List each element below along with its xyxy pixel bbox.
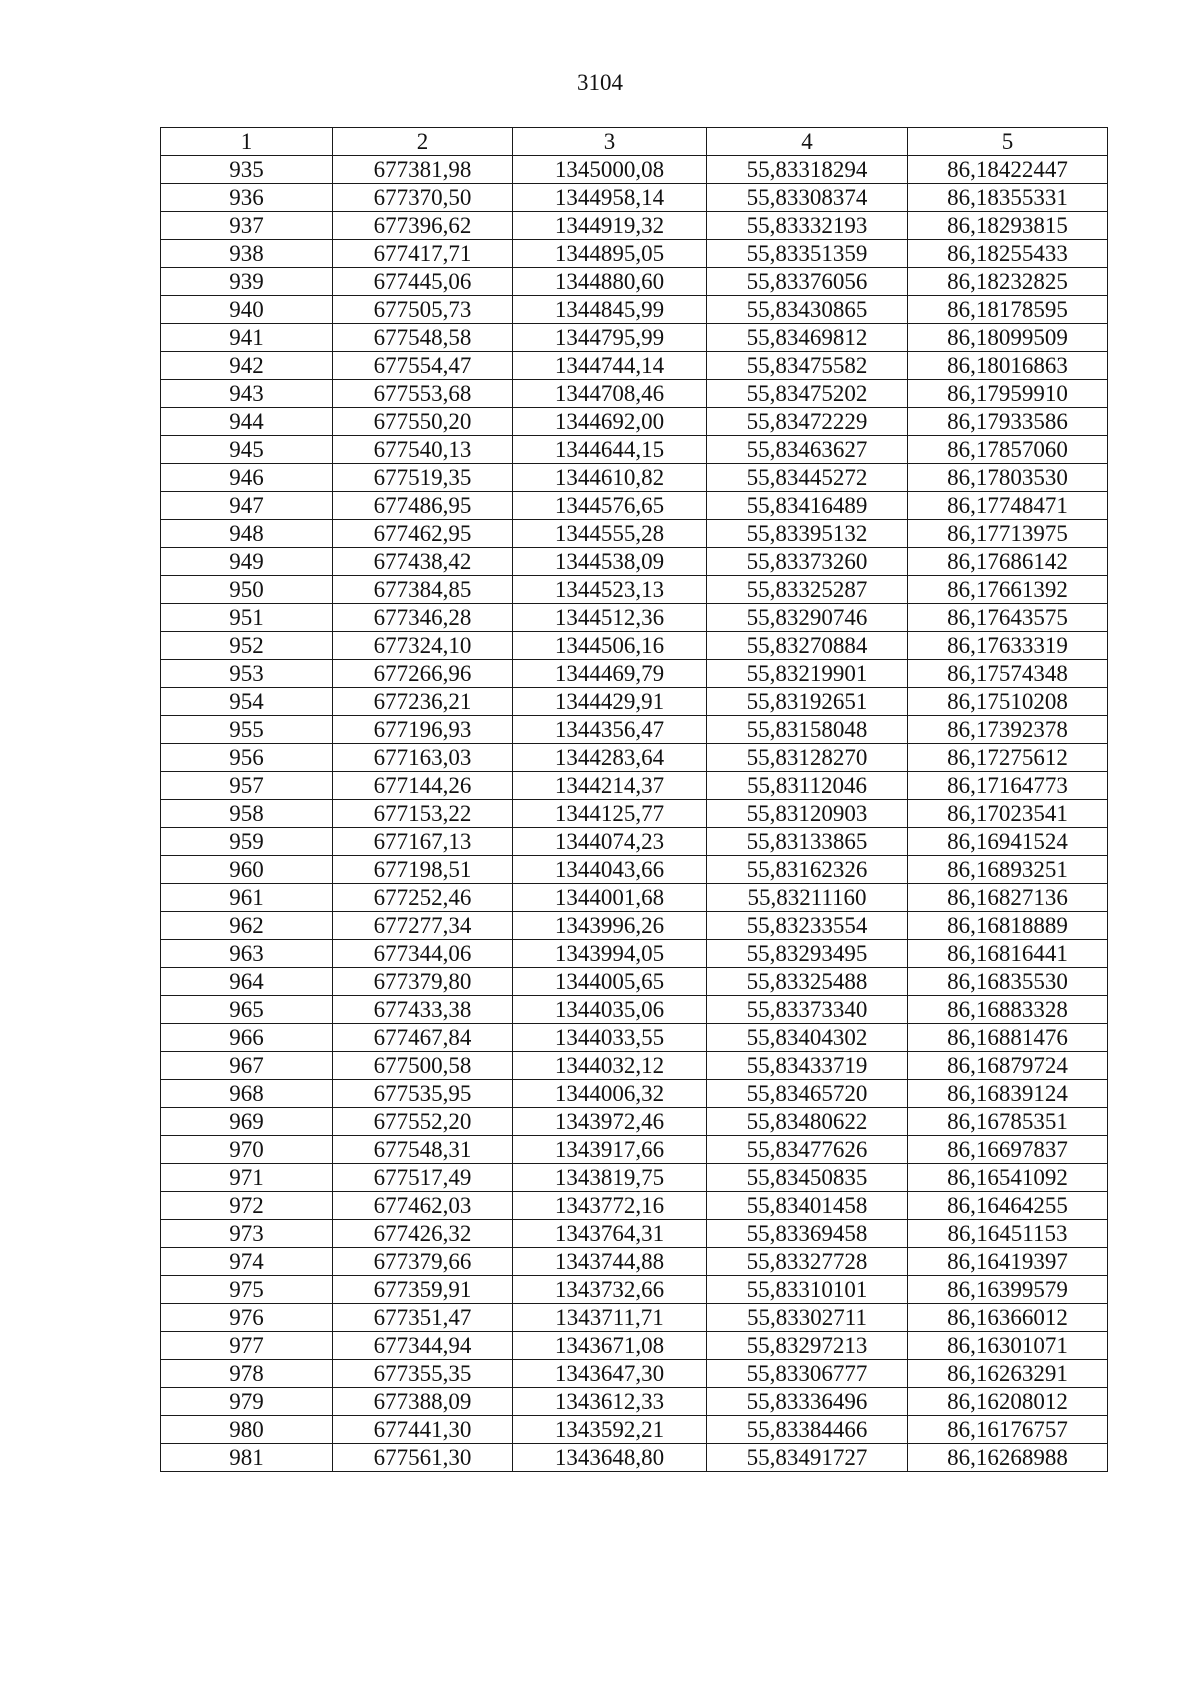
header-cell-3: 3: [513, 128, 707, 156]
point-number-cell: 946: [161, 464, 333, 492]
point-number-cell: 967: [161, 1052, 333, 1080]
latitude-cell: 55,83219901: [707, 660, 908, 688]
y-coordinate-cell: 1344035,06: [513, 996, 707, 1024]
x-coordinate-cell: 677388,09: [333, 1388, 513, 1416]
table-row: [161, 1220, 1108, 1248]
table-row: [161, 884, 1108, 912]
y-coordinate-cell: 1344610,82: [513, 464, 707, 492]
point-number-cell: 942: [161, 352, 333, 380]
y-coordinate-cell: 1343764,31: [513, 1220, 707, 1248]
x-coordinate-cell: 677553,68: [333, 380, 513, 408]
table-row: [161, 464, 1108, 492]
table-row: [161, 604, 1108, 632]
longitude-cell: 86,17023541: [908, 800, 1108, 828]
coordinates-table: [160, 127, 1108, 1472]
table-row: [161, 968, 1108, 996]
table-row: [161, 632, 1108, 660]
x-coordinate-cell: 677346,28: [333, 604, 513, 632]
latitude-cell: 55,83445272: [707, 464, 908, 492]
x-coordinate-cell: 677266,96: [333, 660, 513, 688]
x-coordinate-cell: 677381,98: [333, 156, 513, 184]
header-row: [161, 128, 1108, 156]
table-row: [161, 744, 1108, 772]
table-row: [161, 1444, 1108, 1472]
y-coordinate-cell: 1343647,30: [513, 1360, 707, 1388]
y-coordinate-cell: 1343648,80: [513, 1444, 707, 1472]
x-coordinate-cell: 677355,35: [333, 1360, 513, 1388]
point-number-cell: 971: [161, 1164, 333, 1192]
longitude-cell: 86,18355331: [908, 184, 1108, 212]
point-number-cell: 950: [161, 576, 333, 604]
point-number-cell: 938: [161, 240, 333, 268]
latitude-cell: 55,83472229: [707, 408, 908, 436]
longitude-cell: 86,16879724: [908, 1052, 1108, 1080]
y-coordinate-cell: 1344043,66: [513, 856, 707, 884]
point-number-cell: 963: [161, 940, 333, 968]
x-coordinate-cell: 677548,58: [333, 324, 513, 352]
y-coordinate-cell: 1344523,13: [513, 576, 707, 604]
table-row: [161, 380, 1108, 408]
longitude-cell: 86,17686142: [908, 548, 1108, 576]
y-coordinate-cell: 1343819,75: [513, 1164, 707, 1192]
x-coordinate-cell: 677324,10: [333, 632, 513, 660]
table-row: [161, 1136, 1108, 1164]
latitude-cell: 55,83433719: [707, 1052, 908, 1080]
y-coordinate-cell: 1343711,71: [513, 1304, 707, 1332]
latitude-cell: 55,83469812: [707, 324, 908, 352]
x-coordinate-cell: 677351,47: [333, 1304, 513, 1332]
point-number-cell: 976: [161, 1304, 333, 1332]
longitude-cell: 86,17713975: [908, 520, 1108, 548]
table-header: [161, 128, 1108, 156]
table-row: [161, 1416, 1108, 1444]
longitude-cell: 86,16785351: [908, 1108, 1108, 1136]
y-coordinate-cell: 1344919,32: [513, 212, 707, 240]
latitude-cell: 55,83233554: [707, 912, 908, 940]
table-row: [161, 408, 1108, 436]
longitude-cell: 86,16816441: [908, 940, 1108, 968]
point-number-cell: 969: [161, 1108, 333, 1136]
y-coordinate-cell: 1344692,00: [513, 408, 707, 436]
longitude-cell: 86,16268988: [908, 1444, 1108, 1472]
y-coordinate-cell: 1344644,15: [513, 436, 707, 464]
latitude-cell: 55,83293495: [707, 940, 908, 968]
longitude-cell: 86,17392378: [908, 716, 1108, 744]
y-coordinate-cell: 1343592,21: [513, 1416, 707, 1444]
latitude-cell: 55,83376056: [707, 268, 908, 296]
y-coordinate-cell: 1344958,14: [513, 184, 707, 212]
x-coordinate-cell: 677505,73: [333, 296, 513, 324]
point-number-cell: 959: [161, 828, 333, 856]
latitude-cell: 55,83369458: [707, 1220, 908, 1248]
table-row: [161, 1332, 1108, 1360]
latitude-cell: 55,83395132: [707, 520, 908, 548]
x-coordinate-cell: 677379,80: [333, 968, 513, 996]
table-row: [161, 520, 1108, 548]
latitude-cell: 55,83128270: [707, 744, 908, 772]
table-row: [161, 492, 1108, 520]
point-number-cell: 980: [161, 1416, 333, 1444]
x-coordinate-cell: 677486,95: [333, 492, 513, 520]
longitude-cell: 86,17633319: [908, 632, 1108, 660]
table-row: [161, 240, 1108, 268]
longitude-cell: 86,16541092: [908, 1164, 1108, 1192]
latitude-cell: 55,83192651: [707, 688, 908, 716]
table-row: [161, 856, 1108, 884]
longitude-cell: 86,17857060: [908, 436, 1108, 464]
longitude-cell: 86,17275612: [908, 744, 1108, 772]
y-coordinate-cell: 1344795,99: [513, 324, 707, 352]
longitude-cell: 86,16881476: [908, 1024, 1108, 1052]
latitude-cell: 55,83211160: [707, 884, 908, 912]
longitude-cell: 86,17933586: [908, 408, 1108, 436]
longitude-cell: 86,17661392: [908, 576, 1108, 604]
latitude-cell: 55,83373340: [707, 996, 908, 1024]
point-number-cell: 944: [161, 408, 333, 436]
table-row: [161, 576, 1108, 604]
latitude-cell: 55,83384466: [707, 1416, 908, 1444]
point-number-cell: 937: [161, 212, 333, 240]
x-coordinate-cell: 677277,34: [333, 912, 513, 940]
y-coordinate-cell: 1344708,46: [513, 380, 707, 408]
point-number-cell: 979: [161, 1388, 333, 1416]
table-row: [161, 716, 1108, 744]
y-coordinate-cell: 1343996,26: [513, 912, 707, 940]
x-coordinate-cell: 677519,35: [333, 464, 513, 492]
x-coordinate-cell: 677535,95: [333, 1080, 513, 1108]
y-coordinate-cell: 1344506,16: [513, 632, 707, 660]
point-number-cell: 957: [161, 772, 333, 800]
y-coordinate-cell: 1344555,28: [513, 520, 707, 548]
point-number-cell: 935: [161, 156, 333, 184]
x-coordinate-cell: 677344,94: [333, 1332, 513, 1360]
latitude-cell: 55,83318294: [707, 156, 908, 184]
table-row: [161, 1248, 1108, 1276]
longitude-cell: 86,16301071: [908, 1332, 1108, 1360]
point-number-cell: 952: [161, 632, 333, 660]
point-number-cell: 947: [161, 492, 333, 520]
x-coordinate-cell: 677462,03: [333, 1192, 513, 1220]
x-coordinate-cell: 677548,31: [333, 1136, 513, 1164]
latitude-cell: 55,83112046: [707, 772, 908, 800]
longitude-cell: 86,16176757: [908, 1416, 1108, 1444]
table-row: [161, 1052, 1108, 1080]
table-row: [161, 212, 1108, 240]
table-row: [161, 296, 1108, 324]
y-coordinate-cell: 1344744,14: [513, 352, 707, 380]
longitude-cell: 86,18099509: [908, 324, 1108, 352]
point-number-cell: 958: [161, 800, 333, 828]
longitude-cell: 86,17803530: [908, 464, 1108, 492]
y-coordinate-cell: 1344429,91: [513, 688, 707, 716]
y-coordinate-cell: 1343612,33: [513, 1388, 707, 1416]
latitude-cell: 55,83325287: [707, 576, 908, 604]
longitude-cell: 86,16893251: [908, 856, 1108, 884]
point-number-cell: 939: [161, 268, 333, 296]
longitude-cell: 86,17510208: [908, 688, 1108, 716]
latitude-cell: 55,83475202: [707, 380, 908, 408]
y-coordinate-cell: 1343744,88: [513, 1248, 707, 1276]
table-row: [161, 940, 1108, 968]
y-coordinate-cell: 1344895,05: [513, 240, 707, 268]
table-row: [161, 268, 1108, 296]
latitude-cell: 55,83290746: [707, 604, 908, 632]
table-row: [161, 772, 1108, 800]
table-row: [161, 1276, 1108, 1304]
x-coordinate-cell: 677236,21: [333, 688, 513, 716]
longitude-cell: 86,17643575: [908, 604, 1108, 632]
longitude-cell: 86,18232825: [908, 268, 1108, 296]
table-row: [161, 1388, 1108, 1416]
table-row: [161, 156, 1108, 184]
y-coordinate-cell: 1344845,99: [513, 296, 707, 324]
y-coordinate-cell: 1343972,46: [513, 1108, 707, 1136]
point-number-cell: 968: [161, 1080, 333, 1108]
x-coordinate-cell: 677144,26: [333, 772, 513, 800]
longitude-cell: 86,16818889: [908, 912, 1108, 940]
longitude-cell: 86,17574348: [908, 660, 1108, 688]
x-coordinate-cell: 677379,66: [333, 1248, 513, 1276]
table-row: [161, 1304, 1108, 1332]
latitude-cell: 55,83351359: [707, 240, 908, 268]
y-coordinate-cell: 1345000,08: [513, 156, 707, 184]
x-coordinate-cell: 677441,30: [333, 1416, 513, 1444]
x-coordinate-cell: 677384,85: [333, 576, 513, 604]
table-row: [161, 1164, 1108, 1192]
y-coordinate-cell: 1344283,64: [513, 744, 707, 772]
table-row: [161, 1360, 1108, 1388]
x-coordinate-cell: 677561,30: [333, 1444, 513, 1472]
y-coordinate-cell: 1344125,77: [513, 800, 707, 828]
longitude-cell: 86,18293815: [908, 212, 1108, 240]
latitude-cell: 55,83373260: [707, 548, 908, 576]
latitude-cell: 55,83475582: [707, 352, 908, 380]
x-coordinate-cell: 677163,03: [333, 744, 513, 772]
longitude-cell: 86,16399579: [908, 1276, 1108, 1304]
latitude-cell: 55,83158048: [707, 716, 908, 744]
longitude-cell: 86,16883328: [908, 996, 1108, 1024]
point-number-cell: 948: [161, 520, 333, 548]
x-coordinate-cell: 677445,06: [333, 268, 513, 296]
y-coordinate-cell: 1343732,66: [513, 1276, 707, 1304]
y-coordinate-cell: 1344576,65: [513, 492, 707, 520]
x-coordinate-cell: 677252,46: [333, 884, 513, 912]
point-number-cell: 966: [161, 1024, 333, 1052]
longitude-cell: 86,16941524: [908, 828, 1108, 856]
latitude-cell: 55,83480622: [707, 1108, 908, 1136]
longitude-cell: 86,17164773: [908, 772, 1108, 800]
header-cell-1: 1: [161, 128, 333, 156]
longitude-cell: 86,16419397: [908, 1248, 1108, 1276]
y-coordinate-cell: 1343772,16: [513, 1192, 707, 1220]
longitude-cell: 86,18422447: [908, 156, 1108, 184]
longitude-cell: 86,16827136: [908, 884, 1108, 912]
longitude-cell: 86,18255433: [908, 240, 1108, 268]
table-row: [161, 548, 1108, 576]
latitude-cell: 55,83404302: [707, 1024, 908, 1052]
point-number-cell: 956: [161, 744, 333, 772]
table-row: [161, 324, 1108, 352]
table-row: [161, 436, 1108, 464]
table-row: [161, 660, 1108, 688]
latitude-cell: 55,83308374: [707, 184, 908, 212]
latitude-cell: 55,83465720: [707, 1080, 908, 1108]
x-coordinate-cell: 677359,91: [333, 1276, 513, 1304]
longitude-cell: 86,18016863: [908, 352, 1108, 380]
point-number-cell: 955: [161, 716, 333, 744]
point-number-cell: 954: [161, 688, 333, 716]
latitude-cell: 55,83120903: [707, 800, 908, 828]
longitude-cell: 86,16451153: [908, 1220, 1108, 1248]
table-row: [161, 996, 1108, 1024]
point-number-cell: 945: [161, 436, 333, 464]
longitude-cell: 86,16839124: [908, 1080, 1108, 1108]
table-row: [161, 1108, 1108, 1136]
point-number-cell: 960: [161, 856, 333, 884]
latitude-cell: 55,83463627: [707, 436, 908, 464]
latitude-cell: 55,83297213: [707, 1332, 908, 1360]
longitude-cell: 86,18178595: [908, 296, 1108, 324]
latitude-cell: 55,83430865: [707, 296, 908, 324]
table-row: [161, 800, 1108, 828]
header-cell-4: 4: [707, 128, 908, 156]
y-coordinate-cell: 1344214,37: [513, 772, 707, 800]
point-number-cell: 941: [161, 324, 333, 352]
x-coordinate-cell: 677540,13: [333, 436, 513, 464]
latitude-cell: 55,83450835: [707, 1164, 908, 1192]
table-row: [161, 1192, 1108, 1220]
table-row: [161, 352, 1108, 380]
x-coordinate-cell: 677550,20: [333, 408, 513, 436]
latitude-cell: 55,83162326: [707, 856, 908, 884]
y-coordinate-cell: 1344032,12: [513, 1052, 707, 1080]
y-coordinate-cell: 1343994,05: [513, 940, 707, 968]
point-number-cell: 949: [161, 548, 333, 576]
longitude-cell: 86,16697837: [908, 1136, 1108, 1164]
point-number-cell: 970: [161, 1136, 333, 1164]
x-coordinate-cell: 677153,22: [333, 800, 513, 828]
latitude-cell: 55,83306777: [707, 1360, 908, 1388]
longitude-cell: 86,17959910: [908, 380, 1108, 408]
point-number-cell: 973: [161, 1220, 333, 1248]
y-coordinate-cell: 1344512,36: [513, 604, 707, 632]
longitude-cell: 86,16263291: [908, 1360, 1108, 1388]
y-coordinate-cell: 1344005,65: [513, 968, 707, 996]
latitude-cell: 55,83416489: [707, 492, 908, 520]
x-coordinate-cell: 677196,93: [333, 716, 513, 744]
point-number-cell: 943: [161, 380, 333, 408]
point-number-cell: 940: [161, 296, 333, 324]
x-coordinate-cell: 677396,62: [333, 212, 513, 240]
x-coordinate-cell: 677438,42: [333, 548, 513, 576]
latitude-cell: 55,83336496: [707, 1388, 908, 1416]
longitude-cell: 86,16464255: [908, 1192, 1108, 1220]
longitude-cell: 86,16835530: [908, 968, 1108, 996]
x-coordinate-cell: 677198,51: [333, 856, 513, 884]
longitude-cell: 86,16366012: [908, 1304, 1108, 1332]
point-number-cell: 962: [161, 912, 333, 940]
x-coordinate-cell: 677552,20: [333, 1108, 513, 1136]
longitude-cell: 86,17748471: [908, 492, 1108, 520]
x-coordinate-cell: 677500,58: [333, 1052, 513, 1080]
point-number-cell: 951: [161, 604, 333, 632]
table-row: [161, 1080, 1108, 1108]
x-coordinate-cell: 677344,06: [333, 940, 513, 968]
x-coordinate-cell: 677167,13: [333, 828, 513, 856]
latitude-cell: 55,83310101: [707, 1276, 908, 1304]
table-row: [161, 828, 1108, 856]
y-coordinate-cell: 1344469,79: [513, 660, 707, 688]
latitude-cell: 55,83332193: [707, 212, 908, 240]
latitude-cell: 55,83133865: [707, 828, 908, 856]
point-number-cell: 965: [161, 996, 333, 1024]
x-coordinate-cell: 677417,71: [333, 240, 513, 268]
point-number-cell: 961: [161, 884, 333, 912]
y-coordinate-cell: 1344033,55: [513, 1024, 707, 1052]
x-coordinate-cell: 677370,50: [333, 184, 513, 212]
latitude-cell: 55,83270884: [707, 632, 908, 660]
latitude-cell: 55,83491727: [707, 1444, 908, 1472]
point-number-cell: 974: [161, 1248, 333, 1276]
latitude-cell: 55,83302711: [707, 1304, 908, 1332]
x-coordinate-cell: 677462,95: [333, 520, 513, 548]
latitude-cell: 55,83325488: [707, 968, 908, 996]
longitude-cell: 86,16208012: [908, 1388, 1108, 1416]
point-number-cell: 953: [161, 660, 333, 688]
table-row: [161, 1024, 1108, 1052]
point-number-cell: 977: [161, 1332, 333, 1360]
x-coordinate-cell: 677433,38: [333, 996, 513, 1024]
header-cell-2: 2: [333, 128, 513, 156]
y-coordinate-cell: 1344356,47: [513, 716, 707, 744]
y-coordinate-cell: 1344074,23: [513, 828, 707, 856]
point-number-cell: 981: [161, 1444, 333, 1472]
x-coordinate-cell: 677426,32: [333, 1220, 513, 1248]
latitude-cell: 55,83477626: [707, 1136, 908, 1164]
table-row: [161, 912, 1108, 940]
x-coordinate-cell: 677554,47: [333, 352, 513, 380]
y-coordinate-cell: 1344538,09: [513, 548, 707, 576]
y-coordinate-cell: 1343917,66: [513, 1136, 707, 1164]
point-number-cell: 978: [161, 1360, 333, 1388]
point-number-cell: 936: [161, 184, 333, 212]
x-coordinate-cell: 677517,49: [333, 1164, 513, 1192]
table-row: [161, 688, 1108, 716]
point-number-cell: 975: [161, 1276, 333, 1304]
table-row: [161, 184, 1108, 212]
x-coordinate-cell: 677467,84: [333, 1024, 513, 1052]
latitude-cell: 55,83401458: [707, 1192, 908, 1220]
y-coordinate-cell: 1344001,68: [513, 884, 707, 912]
table-body: [161, 156, 1108, 1472]
page-number: 3104: [577, 70, 623, 95]
point-number-cell: 964: [161, 968, 333, 996]
header-cell-5: 5: [908, 128, 1108, 156]
point-number-cell: 972: [161, 1192, 333, 1220]
y-coordinate-cell: 1344006,32: [513, 1080, 707, 1108]
latitude-cell: 55,83327728: [707, 1248, 908, 1276]
y-coordinate-cell: 1344880,60: [513, 268, 707, 296]
y-coordinate-cell: 1343671,08: [513, 1332, 707, 1360]
